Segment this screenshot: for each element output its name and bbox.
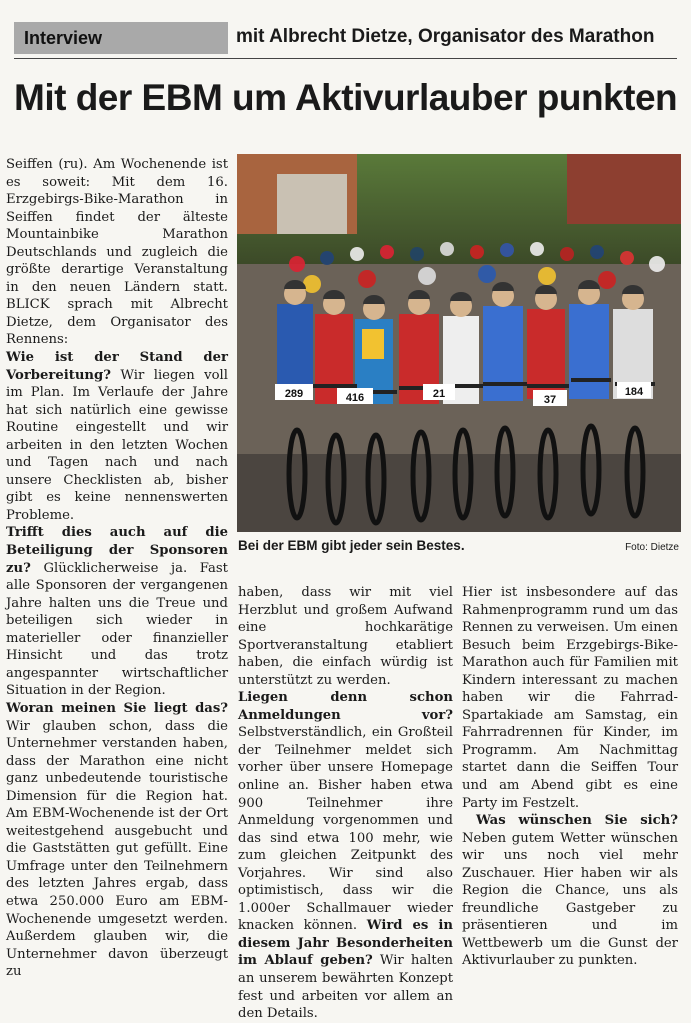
answer-3: Wir glauben schon, dass die Unternehmer verstanden haben, dass der Marathon eine nicht ganz unbedeutende touristische Dimension für die Region hat. Am EBM-Wochenende ist der Ort weitestgehend ausgebucht und die Gaststätten gut gefüllt. Eine Umfrage unter den Teilnehmern des letzten Jahres ergab, dass etwa 250.000 Euro am EBM-Wochenende umgesetzt werden. Außerdem glauben wir, die Unternehmer davon überzeugt zu bbox=[6, 718, 228, 980]
qa-paragraph-3 bbox=[6, 700, 228, 981]
qa-paragraph-1 bbox=[6, 349, 228, 524]
question-2: Trifft dies auch auf die Beteiligung der Sponsoren zu? bbox=[6, 525, 228, 576]
answer-5: Wir halten an unserem bewährten Konzept fest und arbeiten vor allem an den Details. bbox=[238, 953, 453, 1022]
answer-5-continued: Hier ist insbesondere auf das Rahmenprogramm rund um das Rennen zu verweisen. Um einen Besuch beim Erzgebirgs-Bike-Marathon auch für Familien mit Kindern interessant zu machen haben wir die Fahrrad-Spartakiade am Samstag, ein Fahrradrennen für Kinder, im Programm. Am Nachmittag startet dann die Seiffen Tour und am Abend gibt es eine Party im Festzelt. bbox=[462, 585, 678, 811]
bib-number: 21 bbox=[432, 388, 446, 400]
photo-caption: Bei der EBM gibt jeder sein Bestes. bbox=[238, 538, 465, 553]
qa-paragraph-4 bbox=[238, 689, 453, 1022]
question-6: Was wünschen Sie sich? bbox=[476, 813, 678, 829]
question-4: Liegen denn schon Anmeldungen vor? bbox=[238, 690, 453, 723]
section-kicker: Interview bbox=[14, 22, 228, 54]
headline: Mit der EBM um Aktivurlauber punkten bbox=[14, 77, 678, 118]
intro-paragraph: Seiffen (ru). Am Wochenende ist es soweit: Mit dem 16. Erzgebirgs-Bike-Marathon in Seiffen findet der älteste Mountainbike Marathon Deutschlands und zugleich die größte derartige Veranstaltung in den neuen Ländern statt. BLICK sprach mit Albrecht Dietze, dem Organisator des Rennens: bbox=[6, 157, 228, 348]
bib-number: 184 bbox=[624, 386, 644, 398]
answer-2: Glücklicherweise ja. Fast alle Sponsoren der vergangenen Jahre halten uns die Treue und beteiligen sich wieder in materieller oder finanzieller Hinsicht und das trotz angespannter wirtschaftlicher Situation in der Region. bbox=[6, 560, 228, 699]
qa-paragraph-2 bbox=[6, 524, 228, 699]
question-3: Woran meinen Sie liegt das? bbox=[6, 700, 228, 716]
bib-number: 289 bbox=[284, 388, 304, 400]
question-1: Wie ist der Stand der Vorbereitung? bbox=[6, 350, 228, 383]
header-rule bbox=[14, 58, 677, 59]
photo-credit: Foto: Dietze bbox=[625, 542, 679, 553]
answer-6: Neben gutem Wetter wünschen wir uns noch viel mehr Zuschauer. Hier haben wir als Region die Chance, uns als freundliche Gastgeber zu präsentieren und im Wettbewerb um die Gunst der Aktivurlauber zu punkten. bbox=[462, 830, 678, 969]
qa-paragraph-6 bbox=[462, 812, 678, 970]
question-5: Wird es in diesem Jahr Besonderheiten im Ablauf geben? bbox=[238, 918, 453, 969]
kicker-subline: mit Albrecht Dietze, Organisator des Marathon bbox=[236, 26, 655, 47]
race-photo bbox=[237, 154, 681, 532]
bib-number: 37 bbox=[543, 394, 557, 406]
bib-number: 416 bbox=[345, 392, 365, 404]
answer-1: Wir liegen voll im Plan. Im Verlaufe der Jahre hat sich natürlich eine gewisse Routine eingestellt und wir arbeiten in den letzten Wochen und Tagen nach und nach unsere Checklisten ab, bisher gibt es keine nennenswerten Probleme. bbox=[6, 367, 228, 523]
article-column-2 bbox=[238, 584, 453, 1023]
answer-3-continued: haben, dass wir mit viel Herzblut und großem Aufwand eine hochkarätige Sportveranstaltung etabliert haben, die einfach würdig ist unterstützt zu werden. bbox=[238, 585, 453, 688]
article-column-1 bbox=[6, 156, 228, 981]
article-column-3 bbox=[462, 584, 678, 970]
answer-4: Selbstverständlich, ein Großteil der Teilnehmer meldet sich vorher über unsere Homepage online an. Bisher haben etwa 900 Teilnehmer ihre Anmeldung vorgenommen und das sind etwa 100 mehr, wie zum gleichen Zeitpunkt des Vorjahres. Wir sind also optimistisch, dass wir die 1.000er Schallmauer wieder knacken können. bbox=[238, 725, 453, 934]
